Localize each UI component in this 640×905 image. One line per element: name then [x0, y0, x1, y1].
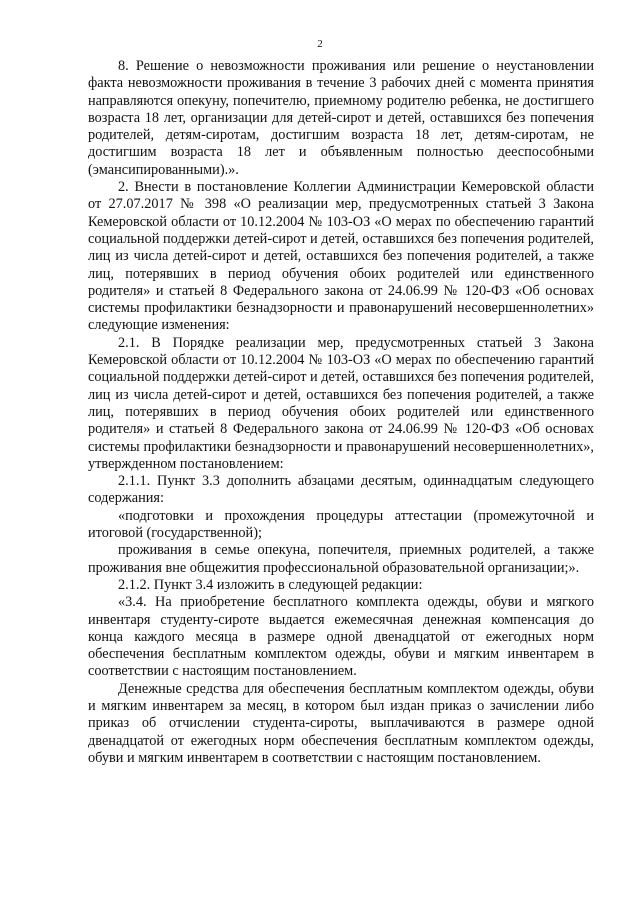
paragraph-attestation: «подготовки и прохождения процедуры аттестации (промежуточной и итоговой (государственной);	[88, 507, 594, 542]
paragraph-2-1-procedure: 2.1. В Порядке реализации мер, предусмотренных статьей 3 Закона Кемеровской области от 10.12.2004 № 103-ОЗ «О мерах по обеспечению гарантий социальной поддержки детей-сирот и детей, оставшихся без попечения родителей, лиц из числа детей-сирот и детей, оставшихся без попечения родителей, а также лиц, потерявших в период обучения обоих родителей или единственного родителя» и статьей 8 Федерального закона от 24.06.99 № 120-ФЗ «Об основах системы профилактики безнадзорности и правонарушений несовершеннолетних», утвержденном постановлением:	[88, 334, 594, 472]
paragraph-2-1-2-point-3-4: 2.1.2. Пункт 3.4 изложить в следующей редакции:	[118, 576, 423, 593]
paragraph-monetary-funds: Денежные средства для обеспечения бесплатным комплектом одежды, обуви и мягким инвентарем за месяц, в котором был издан приказ о зачислении либо приказ об отчислении студента-сироты, выплачиваются в размере одной двенадцатой от ежегодных норм обеспечения бесплатным комплектом одежды, обуви и мягким инвентарем в соответствии с настоящим постановлением.	[88, 680, 594, 766]
paragraph-2-1-1-point-3-3: 2.1.1. Пункт 3.3 дополнить абзацами десятым, одиннадцатым следующего содержания:	[88, 473, 594, 507]
paragraph-amend-resolution: 2. Внести в постановление Коллегии Администрации Кемеровской области от 27.07.2017 № 398 «О реализации мер, предусмотренных статьей 3 Закона Кемеровской области от 10.12.2004 № 103-ОЗ «О мерах по обеспечению гарантий социальной поддержки детей-сирот и детей, оставшихся без попечения родителей, лиц из числа детей-сирот и детей, оставшихся без попечения родителей, а также лиц, потерявших в период обучения обоих родителей или единственного родителя» и статьей 8 Федерального закона от 24.06.99 № 120-ФЗ «Об основах системы профилактики безнадзорности и правонарушений несовершеннолетних» следующие изменения:	[88, 179, 594, 334]
paragraph-residence: проживания в семье опекуна, попечителя, приемных родителей, а также проживания вне общежития профессиональной образовательной организации;».	[88, 542, 594, 576]
paragraph-3-4-compensation: «3.4. На приобретение бесплатного комплекта одежды, обуви и мягкого инвентаря студенту-сироте выдается ежемесячная денежная компенсация до конца каждого месяца в размере одной двенадцатой от ежегодных норм обеспечения бесплатным комплектом одежды, обуви и мягким инвентарем в соответствии с настоящим постановлением.	[88, 594, 594, 680]
paragraph-item-8-decision: 8. Решение о невозможности проживания или решение о неустановлении факта невозможности проживания в течение 3 рабочих дней с момента принятия направляются опекуну, попечителю, приемному родителю ребенка, не достигшего возраста 18 лет, организации для детей-сирот и детей, оставшихся без попечения родителей, детям-сиротам, достигшим возраста 18 лет, детям-сиротам, не достигшим возраста 18 лет и объявленным полностью дееспособными (эмансипированными).».	[88, 58, 594, 178]
document-body	[88, 58, 594, 767]
page-number: 2	[317, 38, 323, 50]
